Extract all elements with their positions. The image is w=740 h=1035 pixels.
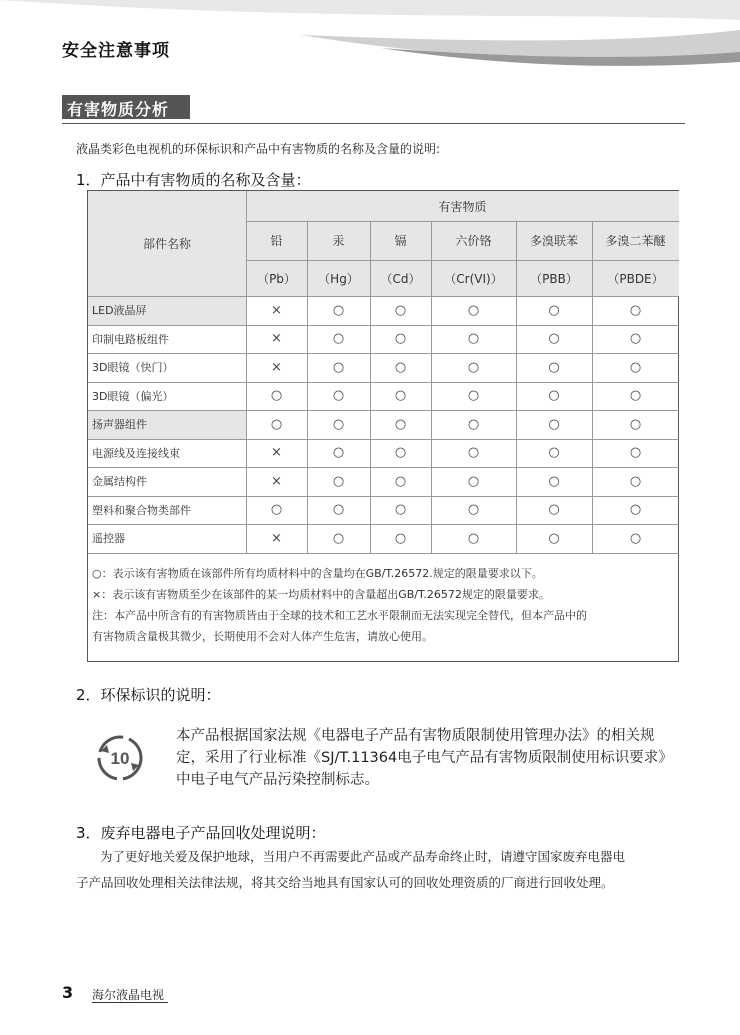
intro-text: 液晶类彩色电视机的环保标识和产品中有害物质的名称及含量的说明: <box>76 142 441 156</box>
table-cell-mark: ○ <box>332 502 345 518</box>
substance-symbol-header: （Cd） <box>380 271 421 286</box>
substance-group-header: 有害物质 <box>438 199 487 214</box>
page-header-title: 安全注意事项 <box>62 41 170 61</box>
table-grid-line <box>88 410 679 411</box>
table-cell-mark: ○ <box>394 331 407 347</box>
table-note: 有害物质含量极其微少，长期使用不会对人体产生危害，请放心使用。 <box>92 629 433 643</box>
table-cell-mark: ○ <box>467 359 480 375</box>
table-grid-line <box>88 524 679 525</box>
eco-logo-number: 10 <box>110 749 130 768</box>
table-grid-line <box>516 221 517 553</box>
part-name-header: 部件名称 <box>142 237 191 251</box>
section-title: 有害物质分析 <box>67 100 170 119</box>
table-grid-line <box>246 260 679 261</box>
table-cell-mark: ○ <box>270 416 283 432</box>
heading-recycling: 3．废弃电器电子产品回收处理说明： <box>76 824 326 842</box>
table-grid-line <box>307 221 308 553</box>
heading-hazardous-substances: 1．产品中有害物质的名称及含量： <box>76 171 311 189</box>
table-grid-line <box>88 439 679 440</box>
table-cell-mark: ○ <box>394 530 407 546</box>
table-cell-mark: ○ <box>548 473 560 489</box>
table-cell-mark: ○ <box>629 388 642 404</box>
substance-name-header: 多溴二苯醚 <box>605 234 666 248</box>
table-cell-mark: ○ <box>548 445 560 461</box>
substance-name-header: 六价铬 <box>455 234 492 248</box>
table-cell-mark: × <box>271 445 282 461</box>
table-cell-mark: ○ <box>270 502 283 518</box>
footer-rule <box>92 1002 168 1003</box>
table-cell-mark: ○ <box>394 388 407 404</box>
table-cell-mark: ○ <box>548 331 560 347</box>
table-cell-mark: ○ <box>394 445 407 461</box>
table-cell-mark: ○ <box>548 502 560 518</box>
table-note: 注：本产品中所含有的有害物质皆由于全球的技术和工艺水平限制而无法实现完全替代，但本产品中的 <box>92 608 587 622</box>
table-cell-mark: ○ <box>394 416 407 432</box>
table-cell-mark: ○ <box>270 388 283 404</box>
table-grid-line <box>246 191 247 553</box>
table-cell-mark: ○ <box>548 388 560 404</box>
substance-symbol-header: （PBDE） <box>607 271 664 286</box>
table-row-part-name: 3D眼镜（偏光） <box>92 389 174 403</box>
table-cell-mark: ○ <box>548 302 560 318</box>
page-number: 3 <box>62 983 74 1002</box>
table-row-part-name: 印制电路板组件 <box>92 332 169 346</box>
table-cell-mark: ○ <box>332 331 345 347</box>
table-cell-mark: ○ <box>394 473 407 489</box>
table-cell-mark: ○ <box>332 473 345 489</box>
table-grid-line <box>88 467 679 468</box>
table-row-part-name: 塑料和聚合物类部件 <box>92 503 191 517</box>
table-cell-mark: ○ <box>467 302 480 318</box>
table-cell-mark: ○ <box>394 359 407 375</box>
table-grid-line <box>592 221 593 553</box>
table-cell-mark: × <box>271 530 282 546</box>
table-row-part-name: 扬声器组件 <box>88 410 246 439</box>
table-cell-mark: ○ <box>629 473 642 489</box>
table-row-part-name: 金属结构件 <box>92 475 147 489</box>
table-cell-mark: ○ <box>332 388 345 404</box>
table-grid-line <box>370 221 371 553</box>
table-grid-line <box>246 221 679 222</box>
table-cell-mark: ○ <box>467 530 480 546</box>
table-cell-mark: ○ <box>394 502 407 518</box>
table-cell-mark: ○ <box>629 530 642 546</box>
substance-symbol-header: （Hg） <box>318 271 359 286</box>
section-divider <box>62 123 685 124</box>
table-cell-mark: ○ <box>332 302 345 318</box>
table-grid-line <box>88 496 679 497</box>
table-row-part-name: 3D眼镜（快门） <box>92 361 174 375</box>
substance-name-header: 汞 <box>332 234 345 248</box>
table-row-part-name: 电源线及连接线束 <box>92 446 180 460</box>
table-note: ○：表示该有害物质在该部件所有均质材料中的含量均在GB/T.26572.规定的限量要求以下。 <box>92 566 543 580</box>
substance-name-header: 镉 <box>394 234 407 248</box>
table-grid-line <box>431 221 432 553</box>
table-grid-line <box>88 553 679 554</box>
table-cell-mark: ○ <box>332 416 345 432</box>
table-cell-mark: ○ <box>629 502 642 518</box>
substance-symbol-header: （PBB） <box>530 271 578 286</box>
table-grid-line <box>88 382 679 383</box>
recycling-text-line1: 为了更好地关爱及保护地球，当用户不再需要此产品或产品寿命终止时，请遵守国家废弃电器电 <box>100 849 626 864</box>
table-cell-mark: ○ <box>467 331 480 347</box>
eco-period-10-icon <box>97 735 143 781</box>
table-cell-mark: ○ <box>548 416 560 432</box>
table-cell-mark: ○ <box>548 530 560 546</box>
table-cell-mark: ○ <box>467 388 480 404</box>
table-note: ×：表示该有害物质至少在该部件的某一均质材料中的含量超出GB/T.26572规定的限量要求。 <box>92 587 550 601</box>
substance-symbol-header: （Cr(VI)） <box>444 271 503 286</box>
footer-brand: 海尔液晶电视 <box>92 988 165 1002</box>
table-grid-line <box>88 325 679 326</box>
table-row-part-name: 遥控器 <box>92 532 125 546</box>
table-grid-line <box>88 296 679 297</box>
table-cell-mark: ○ <box>467 502 480 518</box>
table-cell-mark: ○ <box>629 416 642 432</box>
hazardous-substance-table <box>87 190 679 662</box>
table-cell-mark: ○ <box>467 445 480 461</box>
table-cell-mark: ○ <box>548 359 560 375</box>
recycling-text-line2: 子产品回收处理相关法律法规，将其交给当地具有国家认可的回收处理资质的厂商进行回收处理。 <box>76 875 614 890</box>
heading-eco-label: 2．环保标识的说明： <box>76 686 221 704</box>
substance-name-header: 铅 <box>270 234 283 248</box>
substance-name-header: 多溴联苯 <box>529 234 578 248</box>
table-cell-mark: ○ <box>332 530 345 546</box>
table-cell-mark: ○ <box>629 359 642 375</box>
table-cell-mark: × <box>271 302 282 318</box>
table-row-part-name: LED液晶屏 <box>88 296 246 325</box>
eco-label-description: 本产品根据国家法规《电器电子产品有害物质限制使用管理办法》的相关规定，采用了行业标准《SJ/T.11364电子电气产品有害物质限制使用标识要求》中电子电气产品污染控制标志。 <box>176 728 673 788</box>
table-cell-mark: ○ <box>467 416 480 432</box>
table-cell-mark: ○ <box>394 302 407 318</box>
table-grid-line <box>88 353 679 354</box>
table-cell-mark: ○ <box>629 445 642 461</box>
substance-symbol-header: （Pb） <box>257 271 296 286</box>
table-cell-mark: × <box>271 473 282 489</box>
table-cell-mark: × <box>271 331 282 347</box>
table-cell-mark: ○ <box>332 445 345 461</box>
table-cell-mark: ○ <box>629 331 642 347</box>
table-cell-mark: ○ <box>467 473 480 489</box>
table-cell-mark: ○ <box>332 359 345 375</box>
table-cell-mark: ○ <box>629 302 642 318</box>
table-cell-mark: × <box>271 359 282 375</box>
